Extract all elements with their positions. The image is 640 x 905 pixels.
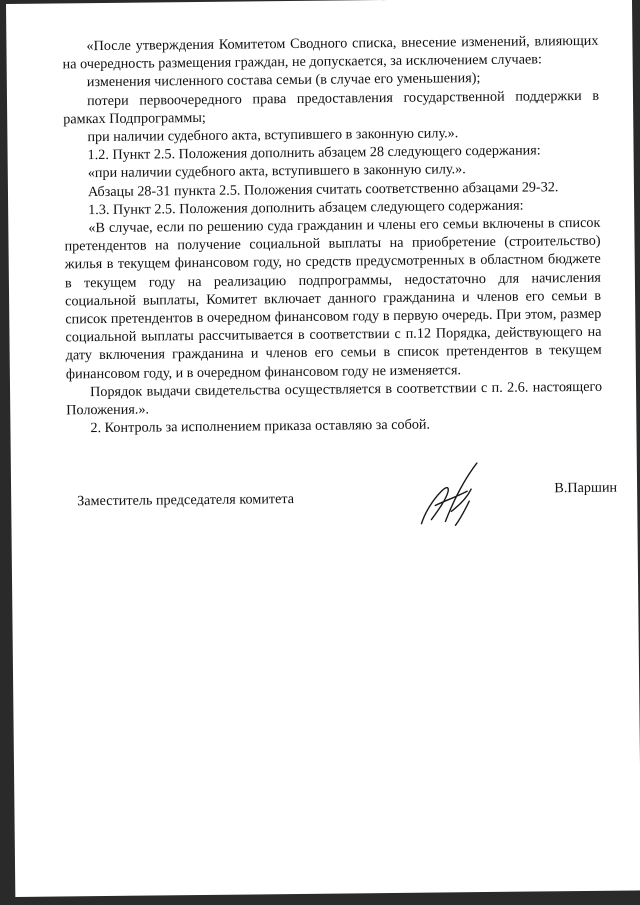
paragraph-family-size: изменения численного состава семьи (в случае его уменьшения); (86, 70, 481, 91)
paragraph-control: 2. Контроль за исполнением приказа оставляю за собой. (90, 416, 431, 437)
paragraph-court-act: при наличии судебного акта, вступившего в законную силу.». (87, 125, 459, 146)
paragraph-item-1-3: 1.3. Пункт 2.5. Положения дополнить абзацем следующего содержания: (88, 197, 524, 218)
paragraph-priority-loss: потери первоочередного права предоставления государственной поддержки в рамках Подпрограммы; (63, 87, 600, 128)
paragraph-quote-court-act: «при наличии судебного акта, вступившего в законную силу.». (87, 161, 466, 182)
paragraph-item-1-2: 1.2. Пункт 2.5. Положения дополнить абзацем 28 следующего содержания: (87, 142, 541, 164)
signatory-title: Заместитель председателя комитета (77, 491, 295, 510)
paragraph-intro: «После утверждения Комитетом Сводного списка, внесение изменений, влияющих на очередность размещения граждан, не допускается, за исключением случаев: (62, 32, 599, 73)
document-body (62, 32, 602, 438)
document-page (6, 0, 640, 897)
signature-block (77, 474, 618, 540)
handwritten-signature (415, 461, 496, 534)
paragraph-certificate: Порядок выдачи свидетельства осуществляется в соответствии с п. 2.6. настоящего Положения.». (66, 378, 603, 419)
paragraph-court-decision: «В случае, если по решению суда гражданин и члены его семьи включены в список претендентов на получение социальной выплаты на приобретение (строительство) жилья в текущем финансовом году, но средств предусмотренных в областном бюджете в текущем году на реализацию подпрограммы, недостаточно для начисления социальной выплаты, Комитет включает данного гражданина и членов его семьи в список претендентов в очередном финансовом году в первую очередь. При этом, размер социальной выплаты рассчитывается в соответствии с п.12 Порядка, действующего на дату включения гражданина и членов его семьи в список претендентов в текущем финансовом году, и в очередном финансовом году не изменяется. (64, 214, 602, 383)
paragraph-renumber: Абзацы 28-31 пункта 2.5. Положения считать соответственно абзацами 29-32. (87, 178, 559, 200)
signatory-name: В.Паршин (554, 479, 618, 497)
